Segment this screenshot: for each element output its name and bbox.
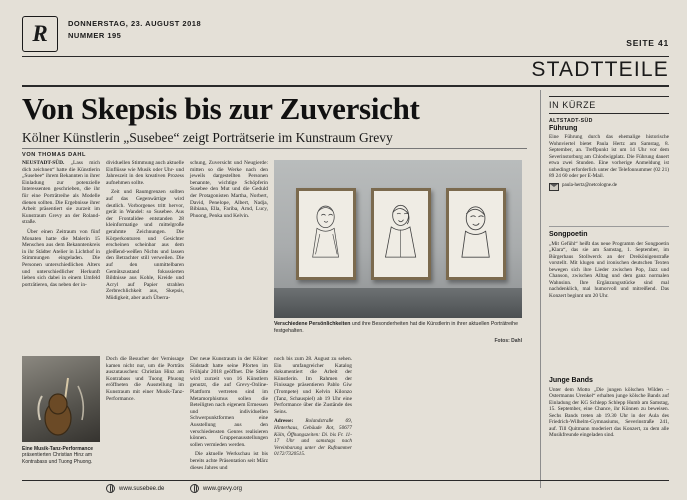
small-photo-caption	[22, 446, 102, 465]
small-caption-rest: präsentierten Christian Hinz am Kontrabass und Tuong Phuong.	[22, 452, 93, 465]
inkuerze-heading: Führung	[549, 124, 578, 132]
article-column-4	[106, 356, 184, 405]
column-separator	[540, 90, 541, 488]
paragraph: dividuellen Stimmung auch aktuelle Einflüsse wie Musik oder Uhr- und Jahreszeit in den kreativen Prozess aufnehmen sollte.	[106, 160, 184, 186]
masthead-date: DONNERSTAG, 23. AUGUST 2018	[68, 19, 202, 28]
artwork-canvas	[449, 191, 503, 277]
inkuerze-title: IN KÜRZE	[549, 100, 596, 110]
article-headline: Von Skepsis bis zur Zuversicht	[22, 91, 420, 126]
divider-section	[22, 85, 669, 87]
paragraph: Der neue Kunstraum in der Kölner Südstadt hatte seine Pforten im Frühjahr 2018 geöffnet. Die Stätte wird zurzeit von 16 Künstlern genutzt, die auf Grevy-Online-Plattform vertreten sind im Metamorphismus sollen die Beteiligten nach eigenem Ermessen und individuellen Schwerpunktformen eine Ausstellung aus den verschiedensten Genres realisieren können. Gruppenausstellungen sollen vermieden werden.	[190, 356, 268, 448]
framed-artwork	[446, 188, 506, 280]
small-caption-lead: Eine Musik-Tanz-Performance	[22, 446, 94, 452]
inkuerze-contact[interactable]	[549, 183, 669, 192]
article-subhead: Kölner Künstlerin „Susebee“ zeigt Porträtserie im Kunstraum Grevy	[22, 130, 393, 145]
photo-credit: Fotos: Dahl	[494, 338, 522, 344]
masthead-page-number: SEITE 41	[626, 38, 669, 48]
paragraph: Die aktuelle Werkschau ist bis bereits achte Präsentation seit März dieses Jahres und	[190, 451, 268, 471]
paragraph: Über einen Zeitraum von fünf Monaten hatte die Malerin 15 Menschen aus dem Bekanntenkreis in ihr Städter Atelier in Lichthof in Stimmungen eingeladen. Die Personen unterschiedlichen Alters und unterschiedlicher Herkunft lieben sich dabei in einem Umfeld porträtieren, das neben der in-	[22, 228, 100, 288]
address-block: Adresse: Rolandstraße 69, Hinterhaus, Gebäude Rot, 50677 Köln, Öffnungszeiten: Di. bis Fr. 11-17 Uhr und samstags nach Vereinbarung unter der Rufnummer 0172/7320515.	[274, 418, 352, 458]
divider-footer	[22, 480, 669, 481]
globe-icon	[190, 484, 199, 493]
footer-link-1[interactable]	[106, 484, 164, 493]
article-column-5	[190, 356, 268, 474]
article-column-1	[22, 160, 100, 291]
inkuerze-item	[549, 118, 669, 191]
divider-inkuerze-1	[549, 226, 669, 227]
footer-link-2-label: www.grevy.org	[203, 485, 242, 492]
footer-link-2[interactable]	[190, 484, 242, 493]
paragraph: noch bis zum 28. August zu sehen. Ein umfangreicher Katalog dokumentiert die Arbeit der Künstlerin. Im Rahmen der Finissage präsentieren Pablo Giw (Trompete) und Kelvin Kilonzo (Tanz, Schauspiel) ab 19 Uhr eine Performance über die Zustände des Seins.	[274, 356, 352, 415]
divider-headline	[22, 148, 527, 149]
inkuerze-body: „Mit Gefühl“ heißt das neue Programm der Songpoetin „Klara“, das sie am Samstag, 1. September, im Bürgerhaus Stollwerck an der Dreikönigenstraße vorstellt. Mit klugen und ironischen deutschen Texten bewegen sich ihre Lieder zwischen Pop, Jazz und Chanson, zwischen Alltag und dem ganz normalen Wahnsinn. Ihre Ergänzungsstücke sind mal nachdenklich, mal humorvoll und mitreißend. Das Konzert beginnt um 20 Uhr.	[549, 240, 669, 299]
divider-top	[22, 56, 669, 57]
article-photo-main	[274, 160, 522, 318]
inkuerze-heading: Songpoetin	[549, 231, 588, 238]
divider-inkuerze-bottom	[549, 113, 669, 114]
photo-caption	[274, 321, 522, 335]
section-title: STADTTEILE	[531, 58, 669, 81]
article-byline: VON THOMAS DAHL	[22, 152, 87, 158]
mail-icon	[549, 183, 559, 191]
article-column-3	[190, 160, 268, 222]
artwork-canvas	[374, 191, 428, 277]
double-bass-icon	[22, 356, 100, 442]
article-column-6	[274, 356, 352, 461]
masthead	[22, 16, 671, 56]
inkuerze-item	[549, 232, 669, 299]
paragraph: Doch die Besucher der Vernissage kamen nicht nur, um die Porträts auszutauschen: Christian Hinz am Kontrabass und Tuong Phuong eröffneten die Ausstellung im Kunstraum mit einer Musik-Tanz-Performance.	[106, 356, 184, 402]
photo-caption-lead: Verschiedene Persönlichkeiten	[274, 321, 351, 327]
artwork-canvas	[299, 191, 353, 277]
paragraph: schung, Zuversicht und Neugierde: mitten so die Werke nach den jeweils dargestellten Personen benannte, wichtige Schöpferin Susebee den Mut und die Geduld der Protagonisten Martha, Norbert, David, Penelope, Albert, Nadja, Bibiana, Ella, Fariba, Arnd, Lucy, Phuong, Penka und Kelvin.	[190, 160, 268, 219]
newspaper-logo: R	[22, 16, 58, 52]
inkuerze-body: Unter dem Motto „Die jungen kölschen Wilden – Ostermanns Urenkel“ erhalten junge kölsche Bands auf Einladung der KG Schlepp Schlepp Humb am Samstag, 15. September, eine Chance, ihr Können zu beweisen. Sechs Bands treten ab 19.30 Uhr in der Aula des Friedrich-Wilhelm-Gymnasiums, Severinstraße 241, auf. Till Quitmann moderiert das Konzert, zu dem alle Musikfreunde eingeladen sind.	[549, 386, 669, 438]
inkuerze-contact-email: paula-hertz@netcologne.de	[562, 182, 617, 188]
paragraph: NEUSTADT-SÜD. „Lass mich dich zeichnen“ hatte die Künstlerin „Susebee“ ihrem Bekannten in ihrer Einladung zur potenzielle Interessenten geschrieben, die ihr für eine Porträtreihe als Modelle dienen sollten. Die Ergebnisse ihrer Arbeit präsentiert sie zurzeit im Kunstraum Grevy an der Rolandstraße.	[22, 160, 100, 226]
globe-icon	[106, 484, 115, 493]
inkuerze-kicker: ALTSTADT-SÜD	[549, 118, 593, 124]
framed-artwork	[371, 188, 431, 280]
photo-caption-rest: und ihre Besonderheiten hat die Künstlerin in ihrer aktuellen Porträtreihe festgehalten.	[274, 321, 518, 334]
inkuerze-body: Eine Führung durch das ehemalige historische Wohnviertel bietet Paula Hertz am Samstag, 8. September, an. Treffpunkt ist um 14 Uhr vor dem Severinstorburg am Chlodwigplatz. Die Führung dauert etwa zwei Stunden. Eine vorherige Anmeldung ist unbedingt erforderlich unter der Telefonnummer (02 21) 89 24 60 oder per E-Mail.	[549, 134, 669, 179]
framed-artwork	[296, 188, 356, 280]
footer-link-1-label: www.susebee.de	[119, 485, 165, 492]
gallery-floor	[274, 288, 522, 318]
portrait-sketch-icon	[454, 198, 497, 270]
inkuerze-heading: Junge Bands	[549, 377, 593, 384]
portrait-sketch-icon	[304, 198, 347, 270]
article-column-2	[106, 160, 184, 304]
divider-inkuerze-top	[549, 96, 669, 97]
masthead-number: NUMMER 195	[68, 31, 122, 40]
inkuerze-item	[549, 378, 669, 439]
portrait-sketch-icon	[379, 198, 422, 270]
paragraph: Zeit und Raumgrenzen sollten auf das Gegenwärtige wird deutlich. Vorborgenes tritt hervor, gerät in Wandel: so Susebee. Aus der Frontalidee entstanden 28 kleinformatige und mittelgroße gerahmte Zeichnungen. Die Körperkonturen und Gesichter erscheinen scheinbar aus dem gleißend-weißen Nichts und lassen den Betrachter still verweilen. Die auf den unmittelbaren Gemütszustand fokussierten Bildnisse aus Kohle, Kreide und Acryl auf Papier strahlen Zerbrechlichkeit aus, Skepsis, Müdigkeit, aber auch Überra-	[106, 189, 184, 301]
article-photo-small	[22, 356, 100, 442]
